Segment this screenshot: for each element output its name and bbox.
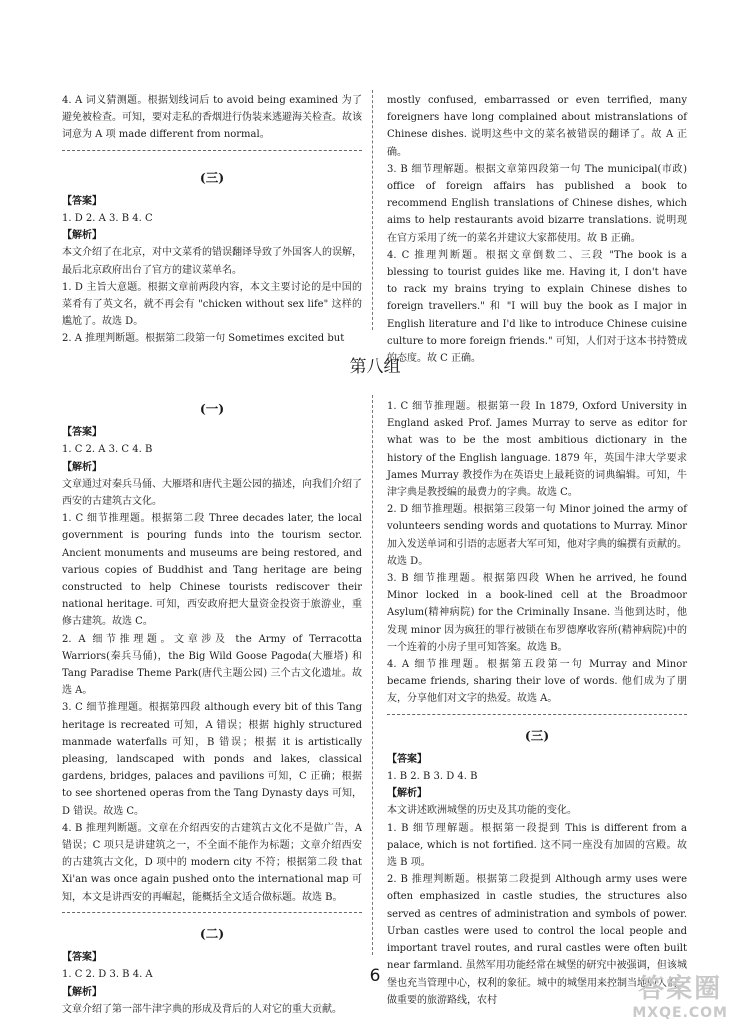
dashed-divider	[62, 912, 362, 913]
section-heading: (三)	[199, 169, 225, 185]
answer-label: 【答案】	[62, 952, 102, 964]
section-heading: (三)	[524, 727, 550, 743]
watermark-text: 答案圈	[638, 974, 723, 1004]
summary-paragraph: 文章介绍了第一部牛津字典的形成及背后的人对它的重大贡献。	[62, 1003, 342, 1015]
group8-right-column	[387, 398, 687, 1009]
summary-paragraph: 文章通过对秦兵马俑、大雁塔和唐代主题公园的描述，向我们介绍了西安的古建筑古文化。	[62, 478, 362, 508]
answer-paragraph: 3. C 细节推理题。根据第四段 although every bit of this Tang heritage is recreated 可知，A 错误；根据 highly structured manmade waterfalls 可知，B 错误；根据 it is artistically pleasing, landscaped with ponds and lakes, classical gardens, bridges, palaces and pavilions 可知，C 正确；根据 to see shortened operas from the Tang Dynasty days 可知，D 错误。故选 C。	[62, 702, 362, 817]
analysis-label: 【解析】	[62, 986, 102, 998]
answer-paragraph: 2. D 细节推理题。根据第三段第一句 Minor joined the army of volunteers sending words and quotations to Murray. Minor 加入发送单词和引语的志愿者大军可知，他对字典的编撰有贡献的。故选 D。	[387, 504, 687, 567]
top-right-column	[387, 92, 687, 367]
answer-paragraph: 3. B 细节推理题。根据第四段 When he arrived, he found Minor locked in a book-lined cell at the Broadmoor Asylum(精神病院) for the Criminally Insane. 当他到达时，他发现 minor 因为疯狂的罪行被锁在布罗德摩收容所(精神病院)中的一个连着的小房子里可知答案。故选 B。	[387, 573, 687, 653]
answer-key: 1. C 2. D 3. B 4. A	[62, 969, 153, 981]
answer-key: 1. C 2. A 3. C 4. B	[62, 444, 153, 456]
analysis-label: 【解析】	[62, 230, 102, 242]
group8-left-column	[62, 398, 362, 1018]
answer-key: 1. B 2. B 3. D 4. B	[387, 771, 478, 783]
column-divider	[372, 90, 373, 330]
summary-paragraph: 本文讲述欧洲城堡的历史及其功能的变化。	[387, 805, 577, 817]
watermark-logo	[632, 968, 728, 1021]
answer-paragraph: 1. C 细节推理题。根据第一段 In 1879, Oxford University in England asked Prof. James Murray to serve as editor for what was to be the most ambitious dictionary in the history of the English language. 1879 年，英国牛津大学要求 James Murray 教授作为在英语史上最耗资的词典编辑。可知，牛津字典是教授编的最费力的字典。故选 C。	[387, 401, 687, 499]
analysis-label: 【解析】	[387, 788, 427, 800]
section-heading: (二)	[199, 925, 225, 941]
top-left-column	[62, 92, 362, 348]
section-heading: (一)	[199, 401, 225, 416]
answer-key: 1. D 2. A 3. B 4. C	[62, 213, 153, 225]
answer-paragraph: 4. A 词义猜测题。根据划线词后 to avoid being examined 为了避免被检查。可知，要对走私的香烟进行伪装来逃避海关检查。故该词意为 A 项 made different from normal。	[62, 95, 362, 141]
answer-paragraph: 4. A 细节推理题。根据第五段第一句 Murray and Minor became friends, sharing their love of words. 他们成为了朋友，分享他们对文字的热爱。故选 A。	[387, 659, 687, 705]
group-title: 第八组	[349, 357, 401, 377]
answer-paragraph: 2. A 细节推理题。文章涉及 the Army of Terracotta Warriors(秦兵马俑)，the Big Wild Goose Pagoda(大雁塔) 和 Tang Paradise Theme Park(唐代主题公园) 三个古文化遗址。故选 A。	[62, 633, 362, 697]
analysis-label: 【解析】	[62, 461, 102, 473]
answer-paragraph: 4. C 推理判断题。根据文章倒数二、三段 "The book is a blessing to tourist guides like me. Having it, I don't have to rack my brains trying to explain Chinese dishes to foreign travellers." 和 "I will buy the book as I major in English literature and I'd like to introduce Chinese cuisine culture to more foreign friends." 可知，人们对于这本书持赞成的态度。故 C 正确。	[387, 249, 687, 365]
answer-paragraph: 1. C 细节推理题。根据第二段 Three decades later, the local government is pouring funds into the tourism sector. Ancient monuments and museums are being restored, and various copies of Buddhist and Tang heritage are being constructed to help Chinese tourists rediscover their national heritage. 可知，西安政府把大量资金投资于旅游业，重修古建筑。故选 C。	[62, 513, 362, 628]
summary-paragraph: 本文介绍了在北京，对中文菜肴的错误翻译导致了外国客人的误解，最后北京政府出台了官方的建议菜单名。	[62, 247, 362, 276]
answer-paragraph: mostly confused, embarrassed or even terrified, many foreigners have long complained about mistranslations of Chinese dishes. 说明这些中文的菜名被错误的翻译了。故 A 正确。	[387, 95, 687, 158]
dashed-divider	[62, 150, 362, 151]
answer-label: 【答案】	[387, 753, 427, 765]
answer-paragraph: 4. B 推理判断题。文章在介绍西安的古建筑古文化不是做广告，A 错误；C 项只是讲建筑之一，不全面不能作为标题；文章介绍西安的古建筑古文化，D 项中的 modern city 不符；根据第二段 that Xi'an was once again pushed onto the international map 可知，本文是讲西安的再崛起，能概括全文适合做标题。故选 B。	[62, 822, 362, 903]
answer-paragraph: 2. A 推理判断题。根据第二段第一句 Sometimes excited but	[62, 333, 345, 345]
answer-paragraph: 3. B 细节理解题。根据文章第四段第一句 The municipal(市政) office of foreign affairs has published a book to recommend English translations of Chinese dishes, which aims to help restaurants avoid bizarre translations. 说明现在官方采用了统一的菜名并建议大家都使用。故 B 正确。	[387, 163, 687, 244]
column-divider	[372, 395, 373, 955]
answer-label: 【答案】	[62, 427, 102, 439]
answer-label: 【答案】	[62, 195, 102, 207]
answer-paragraph: 1. B 细节理解题。根据第一段提到 This is different from a palace, which is not fortified. 这不同一座没有加固的宫殿。故选 B 项。	[387, 822, 687, 869]
dashed-divider	[387, 714, 687, 715]
watermark-url: MXQE.COM	[632, 1005, 728, 1021]
answer-paragraph: 1. D 主旨大意题。根据文章前两段内容，本文主要讨论的是中国的菜肴有了英文名，就不再会有 "chicken without sex life" 这样的尴尬了。故选 D。	[62, 281, 362, 328]
page-number: 6	[369, 966, 381, 986]
answer-paragraph: 2. B 推理判断题。根据第二段提到 Although army uses were often emphasized in castle studies, the structures also served as centres of administration and symbols of power. Urban castles were used to control the local people and important travel routes, and rural castles were often built near farmland. 虽然军用功能经常在城堡的研究中被强调，但该城堡也充当管理中心，权利的象征。城中的城堡用来控制当地的人们，做重要的旅游路线，农村	[387, 874, 687, 1006]
